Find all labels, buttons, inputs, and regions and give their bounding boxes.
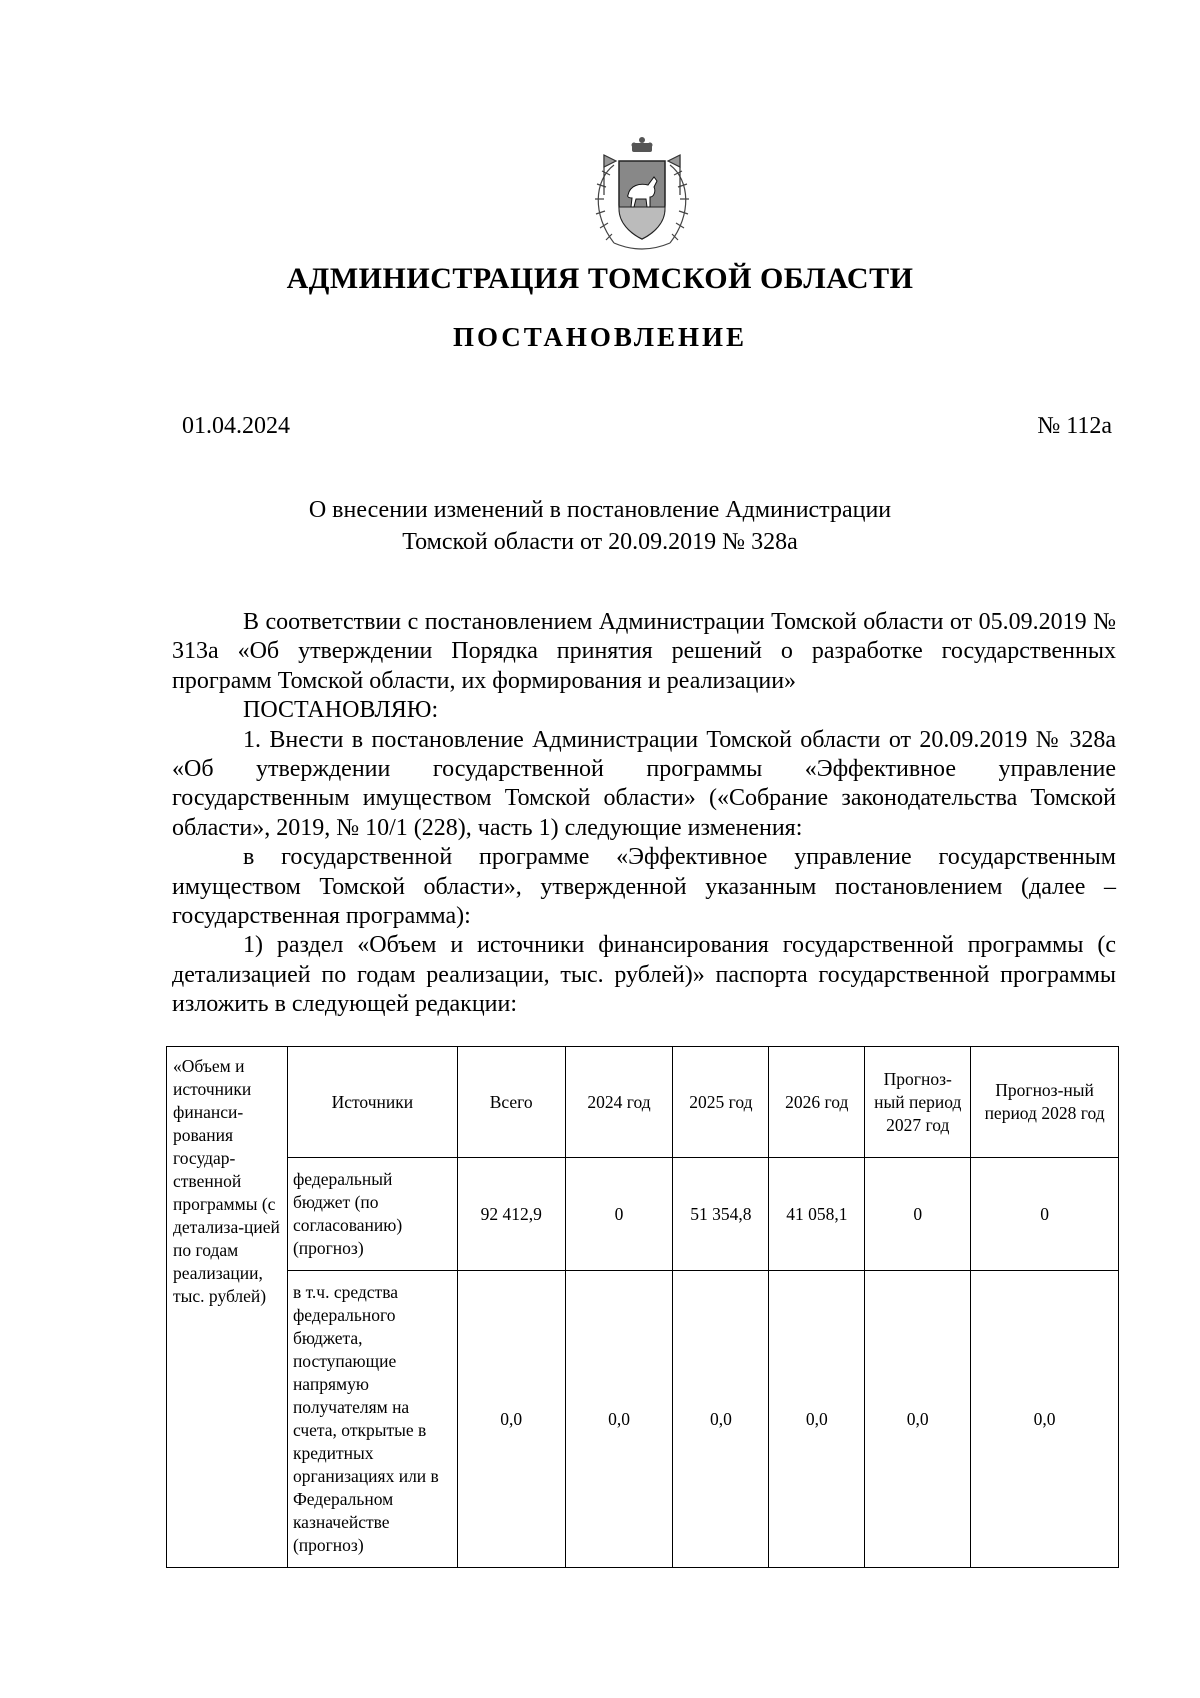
document-date: 01.04.2024 bbox=[182, 413, 290, 439]
document-body bbox=[172, 608, 1116, 1020]
table-cell: 0,0 bbox=[769, 1271, 865, 1568]
table-cell: 0,0 bbox=[457, 1271, 565, 1568]
table-header-cell: Прогноз-ный период 2028 год bbox=[971, 1047, 1119, 1158]
table-header-cell: 2026 год bbox=[769, 1047, 865, 1158]
table-header-cell: 2024 год bbox=[565, 1047, 673, 1158]
table-header-cell: 2025 год bbox=[673, 1047, 769, 1158]
document-subject bbox=[0, 494, 1200, 558]
paragraph-item-1: 1. Внести в постановление Администрации Томской области от 20.09.2019 № 328а «Об утверждении государственной программы «Эффективное управление государственным имуществом Томской области» («Собрание законодательства Томской области», 2019, № 10/1 (228), часть 1) следующие изменения: bbox=[172, 726, 1116, 841]
table-cell: 0 bbox=[565, 1158, 673, 1271]
table-cell: 0,0 bbox=[565, 1271, 673, 1568]
subject-line-1: О внесении изменений в постановление Администрации bbox=[308, 497, 892, 523]
table-cell: 0 bbox=[865, 1158, 971, 1271]
table-cell: 92 412,9 bbox=[457, 1158, 565, 1271]
financing-table bbox=[166, 1046, 1119, 1568]
table-header-cell: Прогноз-ный период 2027 год bbox=[865, 1047, 971, 1158]
paragraph-program: в государственной программе «Эффективное управление государственным имуществом Томской области», утвержденной указанным постановлением (далее – государственная программа): bbox=[172, 844, 1116, 930]
paragraph-resolve: ПОСТАНОВЛЯЮ: bbox=[243, 697, 439, 724]
table-cell: 0 bbox=[971, 1158, 1119, 1271]
table-row-label: «Объем и источники финанси-рования государ-ственной программы (с детализа-цией по годам реализации, тыс. рублей) bbox=[167, 1047, 288, 1568]
table-source-cell: федеральный бюджет (по согласованию) (прогноз) bbox=[287, 1158, 457, 1271]
table-cell: 51 354,8 bbox=[673, 1158, 769, 1271]
coat-of-arms-icon bbox=[584, 135, 700, 255]
document-type: ПОСТАНОВЛЕНИЕ bbox=[452, 322, 748, 352]
table-cell: 41 058,1 bbox=[769, 1158, 865, 1271]
organization-name: АДМИНИСТРАЦИЯ ТОМСКОЙ ОБЛАСТИ bbox=[286, 262, 914, 295]
table-row bbox=[167, 1158, 1119, 1271]
table-header-cell: Всего bbox=[457, 1047, 565, 1158]
document-number: № 112а bbox=[1037, 413, 1112, 439]
table-row bbox=[167, 1271, 1119, 1568]
table-cell: 0,0 bbox=[673, 1271, 769, 1568]
table-header-cell: Источники bbox=[287, 1047, 457, 1158]
table-header-row bbox=[167, 1047, 1119, 1158]
paragraph-subitem-1: 1) раздел «Объем и источники финансирования государственной программы (с детализацией по годам реализации, тыс. рублей)» паспорта государственной программы изложить в следующей редакции: bbox=[172, 932, 1116, 1018]
table-cell: 0,0 bbox=[865, 1271, 971, 1568]
paragraph-preamble: В соответствии с постановлением Администрации Томской области от 05.09.2019 № 313а «Об утверждении Порядка принятия решений о разработке государственных программ Томской области, их формирования и реализации» bbox=[172, 609, 1116, 694]
subject-line-2: Томской области от 20.09.2019 № 328а bbox=[402, 529, 798, 555]
table-cell: 0,0 bbox=[971, 1271, 1119, 1568]
table-source-cell: в т.ч. средства федерального бюджета, поступающие напрямую получателям на счета, открытые в кредитных организациях или в Федеральном казначействе (прогноз) bbox=[287, 1271, 457, 1568]
